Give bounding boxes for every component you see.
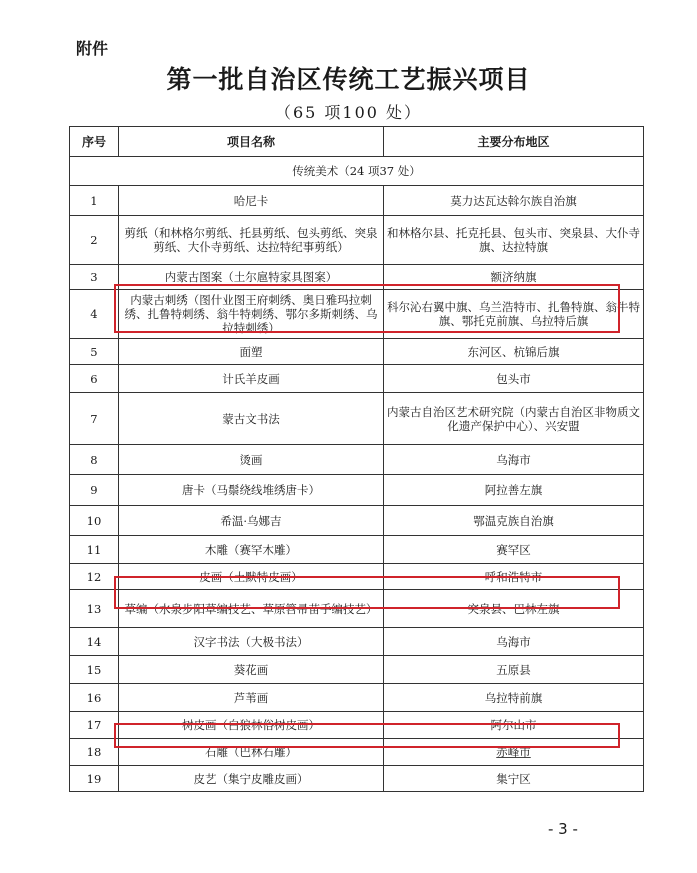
header-name: 项目名称	[118, 127, 383, 157]
table-row	[70, 506, 644, 536]
row-area: 额济纳旗	[384, 265, 644, 290]
row-seq: 6	[70, 365, 119, 393]
table-row	[70, 216, 644, 265]
row-name: 内蒙古图案（土尔扈特家具图案）	[118, 265, 383, 290]
table-row	[70, 712, 644, 739]
row-area: 呼和浩特市	[384, 564, 644, 590]
row-name: 汉字书法（大极书法）	[118, 628, 383, 656]
row-area: 鄂温克族自治旗	[384, 506, 644, 536]
row-seq: 16	[70, 684, 119, 712]
row-area: 乌海市	[384, 628, 644, 656]
row-name: 蒙古文书法	[118, 393, 383, 445]
table-row	[70, 365, 644, 393]
row-seq: 7	[70, 393, 119, 445]
row-area: 莫力达瓦达斡尔族自治旗	[384, 186, 644, 216]
table-header-row	[70, 127, 644, 157]
row-seq: 13	[70, 590, 119, 628]
table-row	[70, 339, 644, 365]
document-title: 第一批自治区传统工艺振兴项目	[166, 65, 531, 94]
row-name: 树皮画（白狼林俗树皮画）	[118, 712, 383, 739]
row-name: 剪纸（和林格尔剪纸、托县剪纸、包头剪纸、突泉剪纸、大仆寺剪纸、达拉特纪事剪纸）	[118, 216, 383, 265]
row-seq: 11	[70, 536, 119, 564]
row-name: 烫画	[118, 445, 383, 475]
header-area: 主要分布地区	[384, 127, 644, 157]
document-subtitle: （65 项100 处）	[274, 103, 423, 122]
row-name: 哈尼卡	[118, 186, 383, 216]
row-name: 希温·乌娜吉	[118, 506, 383, 536]
row-name: 葵花画	[118, 656, 383, 684]
row-seq: 3	[70, 265, 119, 290]
row-name: 草编（水泉步阳草编技艺、草原笤帚苗手编技艺）	[118, 590, 383, 628]
row-name: 唐卡（马鬃绕线堆绣唐卡）	[118, 475, 383, 506]
row-area: 突泉县、巴林左旗	[384, 590, 644, 628]
category-row	[70, 157, 644, 186]
row-seq: 5	[70, 339, 119, 365]
row-area: 五原县	[384, 656, 644, 684]
row-name: 皮艺（集宁皮雕皮画）	[118, 766, 383, 792]
row-seq: 12	[70, 564, 119, 590]
row-seq: 17	[70, 712, 119, 739]
handwritten-underlined-area: 赤峰市	[496, 745, 531, 759]
row-name: 石雕（巴林石雕）	[118, 739, 383, 766]
row-name: 内蒙古刺绣（图什业图王府刺绣、奥日雅玛拉刺绣、扎鲁特刺绣、翁牛特刺绣、鄂尔多斯刺绣、乌拉特刺绣）	[118, 290, 383, 339]
row-area: 阿拉善左旗	[384, 475, 644, 506]
table-row	[70, 564, 644, 590]
table-row	[70, 739, 644, 766]
table-row	[70, 656, 644, 684]
row-area: 集宁区	[384, 766, 644, 792]
row-seq: 19	[70, 766, 119, 792]
row-seq: 4	[70, 290, 119, 339]
row-name: 木雕（赛罕木雕）	[118, 536, 383, 564]
row-seq: 14	[70, 628, 119, 656]
header-seq: 序号	[70, 127, 119, 157]
row-area: 乌海市	[384, 445, 644, 475]
table-row	[70, 186, 644, 216]
row-area: 包头市	[384, 365, 644, 393]
row-area	[384, 739, 644, 766]
attachment-label: 附件	[76, 39, 109, 58]
row-name: 皮画（土默特皮画）	[118, 564, 383, 590]
row-seq: 2	[70, 216, 119, 265]
row-seq: 8	[70, 445, 119, 475]
table-row	[70, 475, 644, 506]
row-seq: 9	[70, 475, 119, 506]
row-area: 阿尔山市	[384, 712, 644, 739]
row-seq: 10	[70, 506, 119, 536]
table-row	[70, 290, 644, 339]
table-row	[70, 393, 644, 445]
category-label: 传统美术（24 项37 处）	[70, 157, 644, 186]
row-name: 面塑	[118, 339, 383, 365]
table-row	[70, 590, 644, 628]
row-area: 和林格尔县、托克托县、包头市、突泉县、大仆寺旗、达拉特旗	[384, 216, 644, 265]
row-area: 科尔沁右翼中旗、乌兰浩特市、扎鲁特旗、翁牛特旗、鄂托克前旗、乌拉特后旗	[384, 290, 644, 339]
row-name: 芦苇画	[118, 684, 383, 712]
row-area: 乌拉特前旗	[384, 684, 644, 712]
table-row	[70, 445, 644, 475]
row-area: 内蒙古自治区艺术研究院（内蒙古自治区非物质文化遗产保护中心）、兴安盟	[384, 393, 644, 445]
row-seq: 1	[70, 186, 119, 216]
table-row	[70, 766, 644, 792]
row-seq: 18	[70, 739, 119, 766]
table-row	[70, 628, 644, 656]
row-area: 赛罕区	[384, 536, 644, 564]
row-name: 计氏羊皮画	[118, 365, 383, 393]
table-row	[70, 265, 644, 290]
row-area: 东河区、杭锦后旗	[384, 339, 644, 365]
page-number: - 3 -	[548, 820, 578, 838]
table-row	[70, 684, 644, 712]
table-row	[70, 536, 644, 564]
project-table	[69, 126, 644, 792]
row-seq: 15	[70, 656, 119, 684]
